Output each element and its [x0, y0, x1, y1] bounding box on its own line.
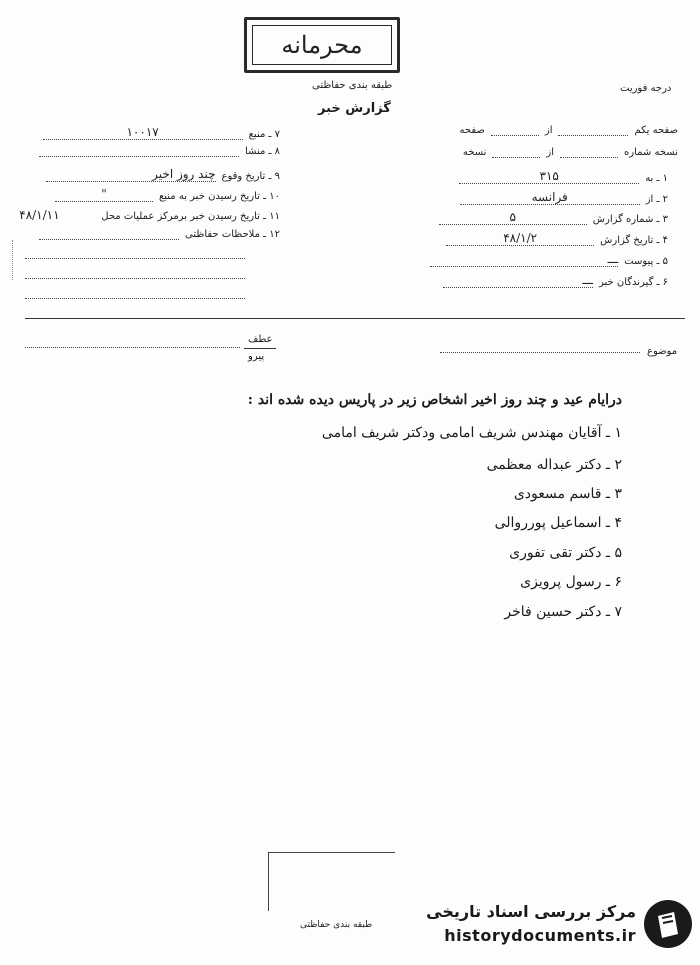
- subject-label: موضوع: [647, 346, 678, 357]
- field-label: ۹ ـ تاریخ وقوع: [221, 171, 280, 182]
- field-value: ـــ: [443, 273, 593, 288]
- body-item: ۵ ـ دکتر تقی تفوری: [509, 545, 622, 561]
- field-label: ۶ ـ گیرندگان خبر: [598, 277, 668, 288]
- ref-divider: [244, 348, 276, 349]
- field-value: ۴۸/۱/۱۱: [19, 208, 60, 222]
- separator-rule: [25, 318, 685, 319]
- field-label: ۱ ـ به: [645, 173, 668, 184]
- form-title: گزارش خبر: [318, 101, 391, 116]
- peyro-label: پیرو: [248, 351, 265, 362]
- field-value: ۴۸/۱/۲: [446, 231, 594, 246]
- field-label: ۵ ـ پیوست: [624, 256, 668, 267]
- field-source-received-date: [55, 187, 280, 202]
- field-to: [459, 169, 668, 184]
- field-occurrence-date: [46, 167, 280, 182]
- field-value: ـــ: [430, 252, 618, 267]
- field-recipients: [443, 273, 668, 288]
- field-value: ۱۰۰۱۷: [43, 125, 243, 140]
- field-value: [39, 156, 239, 157]
- watermark-logo: [408, 896, 698, 960]
- body-item: ۳ ـ قاسم مسعودی: [513, 486, 622, 502]
- subject-line: [440, 352, 640, 353]
- archive-logo-icon: [644, 900, 692, 948]
- watermark-line2: historydocuments.ir: [444, 926, 636, 945]
- watermark-line1: مرکز بررسی اسناد تاریخی: [426, 902, 636, 921]
- field-value: ۵: [439, 210, 587, 225]
- body-item: ۶ ـ رسول پرویزی: [520, 574, 622, 590]
- field-label: ۲ ـ از: [645, 194, 668, 205]
- body-intro: درایام عید و چند روز اخیر اشخاص زیر در پاریس دیده شده اند :: [247, 392, 622, 408]
- field-value: ": [55, 187, 153, 202]
- field-page: [460, 125, 679, 136]
- field-copy: [463, 147, 678, 158]
- notes-line: [25, 298, 245, 299]
- body-item: ۲ ـ دکتر عبداله معظمی: [486, 457, 622, 473]
- field-value: چند روز اخیر: [46, 167, 216, 182]
- body-item: ۷ ـ دکتر حسین فاخر: [504, 604, 622, 620]
- atf-label: عطف: [248, 334, 273, 345]
- field-label: صفحه یکم: [634, 125, 678, 136]
- field-end: نسخه: [462, 147, 487, 158]
- footer-stamp-box: [268, 852, 395, 911]
- field-end: صفحه: [459, 125, 485, 136]
- field-mid: از: [546, 147, 555, 158]
- notes-line: [25, 258, 245, 259]
- urgency-label: درجه فوریت: [620, 83, 672, 94]
- footer-classification-label: طبقه بندی حفاظتی: [300, 920, 373, 930]
- classification-label: طبقه بندی حفاظتی: [312, 80, 393, 91]
- field-report-date: [446, 231, 668, 246]
- field-label: ۷ ـ منبع: [248, 129, 280, 140]
- margin-mark: [12, 240, 17, 280]
- field-label: نسخه شماره: [624, 147, 678, 158]
- stamp-text: محرمانه: [252, 25, 392, 65]
- field-report-number: [439, 210, 668, 225]
- field-label: ۱۲ ـ ملاحظات حفاظتی: [185, 229, 280, 240]
- field-value: فرانسه: [460, 190, 640, 205]
- field-origin: [39, 146, 280, 157]
- field-label: ۱۰ ـ تاریخ رسیدن خبر به منبع: [158, 191, 280, 202]
- atf-line: [25, 347, 240, 348]
- body-item: ۱ ـ آقایان مهندس شریف امامی ودکتر شریف امامی: [321, 425, 622, 441]
- field-source: [43, 125, 280, 140]
- field-label: ۸ ـ منشا: [244, 146, 280, 157]
- notes-line: [25, 278, 245, 279]
- field-security-notes: [39, 229, 280, 240]
- body-item: ۴ ـ اسماعیل پورروالی: [494, 515, 622, 531]
- field-value: ۳۱۵: [459, 169, 639, 184]
- field-label: ۴ ـ تاریخ گزارش: [600, 235, 668, 246]
- field-from: [460, 190, 668, 205]
- field-attachment: [430, 252, 668, 267]
- field-label: ۱۱ ـ تاریخ رسیدن خبر برمرکز عملیات محل: [101, 211, 280, 222]
- field-label: ۳ ـ شماره گزارش: [592, 214, 668, 225]
- field-center-received-date: [19, 208, 280, 222]
- field-value: [39, 239, 179, 240]
- confidential-stamp: [244, 17, 400, 73]
- field-mid: از: [544, 125, 553, 136]
